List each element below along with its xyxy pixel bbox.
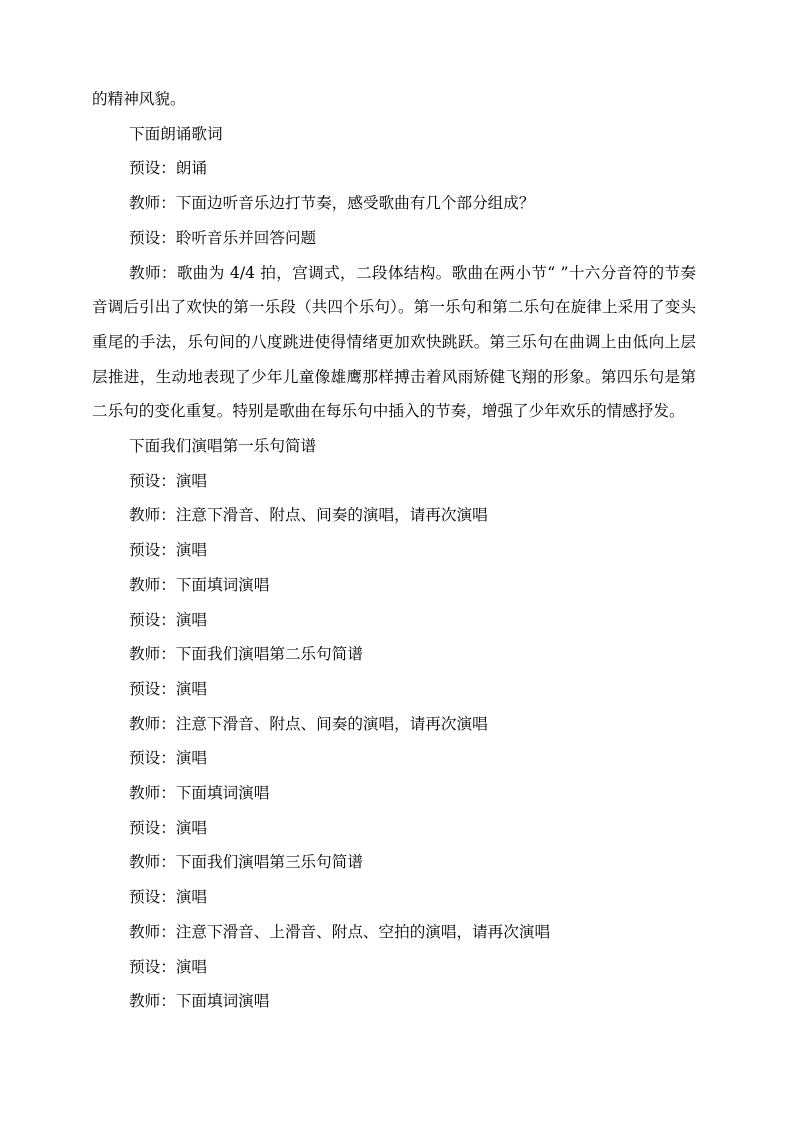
paragraph: 预设：演唱 (129, 818, 207, 837)
paragraph: 教师：下面我们演唱第三乐句简谱 (129, 853, 363, 872)
paragraph: 教师：下面边听音乐边打节奏，感受歌曲有几个部分组成？ (129, 194, 535, 213)
paragraph: 教师：注意下滑音、附点、间奏的演唱，请再次演唱 (129, 714, 488, 733)
paragraph: 预设：演唱 (129, 888, 207, 907)
paragraph: 教师：下面填词演唱 (129, 575, 270, 594)
paragraph: 预设：演唱 (129, 471, 207, 490)
paragraph: 教师：注意下滑音、附点、间奏的演唱，请再次演唱 (129, 506, 488, 525)
paragraph: 预设：演唱 (129, 541, 207, 560)
paragraph: 教师：下面我们演唱第二乐句简谱 (129, 645, 363, 664)
paragraph: 预设：聆听音乐并回答问题 (129, 228, 317, 247)
paragraph: 教师：下面填词演唱 (129, 992, 270, 1011)
paragraph: 预设：演唱 (129, 610, 207, 629)
paragraph: 下面朗诵歌词 (129, 124, 223, 143)
paragraph: 预设：朗诵 (129, 159, 207, 178)
paragraph: 的精神风貌。 (92, 90, 186, 108)
document-body (92, 82, 696, 1019)
paragraph: 下面我们演唱第一乐句简谱 (129, 437, 317, 456)
paragraph: 预设：演唱 (129, 957, 207, 976)
paragraph: 预设：演唱 (129, 679, 207, 698)
paragraph: 教师：下面填词演唱 (129, 784, 270, 803)
paragraph: 教师：歌曲为 4/4 拍，宫调式，二段体结构。歌曲在两小节“ ”十六分音符的节奏音调后引出了欢快的第一乐段（共四个乐句）。第一乐句和第二乐句在旋律上采用了变头重尾的手法，乐句间的八度跳进使得情绪更加欢快跳跃。第三乐句在曲调上由低向上层层推进，生动地表现了少年儿童像雄鹰那样搏击着风雨矫健飞翔的形象。第四乐句是第二乐句的变化重复。特别是歌曲在每乐句中插入的节奏，增强了少年欢乐的情感抒发。 (92, 263, 696, 421)
paragraph: 预设：演唱 (129, 749, 207, 768)
paragraph: 教师：注意下滑音、上滑音、附点、空拍的演唱，请再次演唱 (129, 922, 551, 941)
